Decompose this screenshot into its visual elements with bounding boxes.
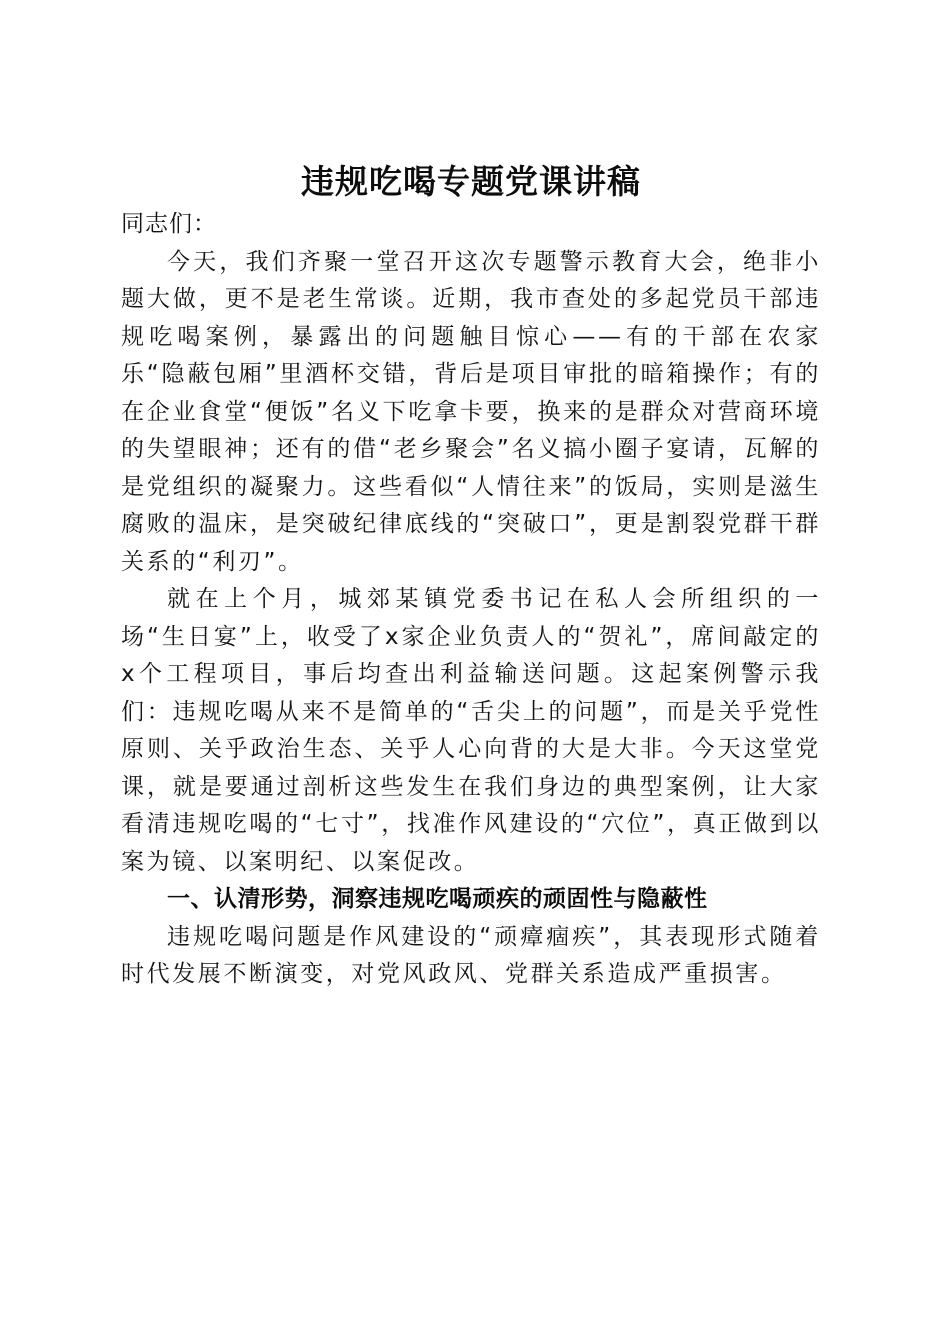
document-body — [121, 206, 821, 994]
salutation: 同志们： — [121, 211, 217, 237]
paragraph-section-one: 违规吃喝问题是作风建设的“顽瘴痼疾”，其表现形式随着时代发展不断演变，对党风政风、党群关系造成严重损害。 — [121, 923, 821, 987]
paragraph-intro: 今天，我们齐聚一堂召开这次专题警示教育大会，绝非小题大做，更不是老生常谈。近期，我市查处的多起党员干部违规吃喝案例，暴露出的问题触目惊心——有的干部在农家乐“隐蔽包厢”里酒杯交错，背后是项目审批的暗箱操作；有的在企业食堂“便饭”名义下吃拿卡要，换来的是群众对营商环境的失望眼神；还有的借“老乡聚会”名义搞小圈子宴请，瓦解的是党组织的凝聚力。这些看似“人情往来”的饭局，实则是滋生腐败的温床，是突破纪律底线的“突破口”，更是割裂党群干群关系的“利刃”。 — [121, 248, 821, 575]
document-title: 违规吃喝专题党课讲稿 — [301, 162, 641, 202]
section-heading: 一、认清形势，洞察违规吃喝顽疾的顽固性与隐蔽性 — [167, 886, 708, 912]
paragraph-case-example: 就在上个月，城郊某镇党委书记在私人会所组织的一场“生日宴”上，收受了x家企业负责人的“贺礼”，席间敲定的x个工程项目，事后均查出利益输送问题。这起案例警示我们：违规吃喝从来不是简单的“舌尖上的问题”，而是关乎党性原则、关乎政治生态、关乎人心向背的大是大非。今天这堂党课，就是要通过剖析这些发生在我们身边的典型案例，让大家看清违规吃喝的“七寸”，找准作风建设的“穴位”，真正做到以案为镜、以案明纪、以案促改。 — [121, 586, 821, 875]
